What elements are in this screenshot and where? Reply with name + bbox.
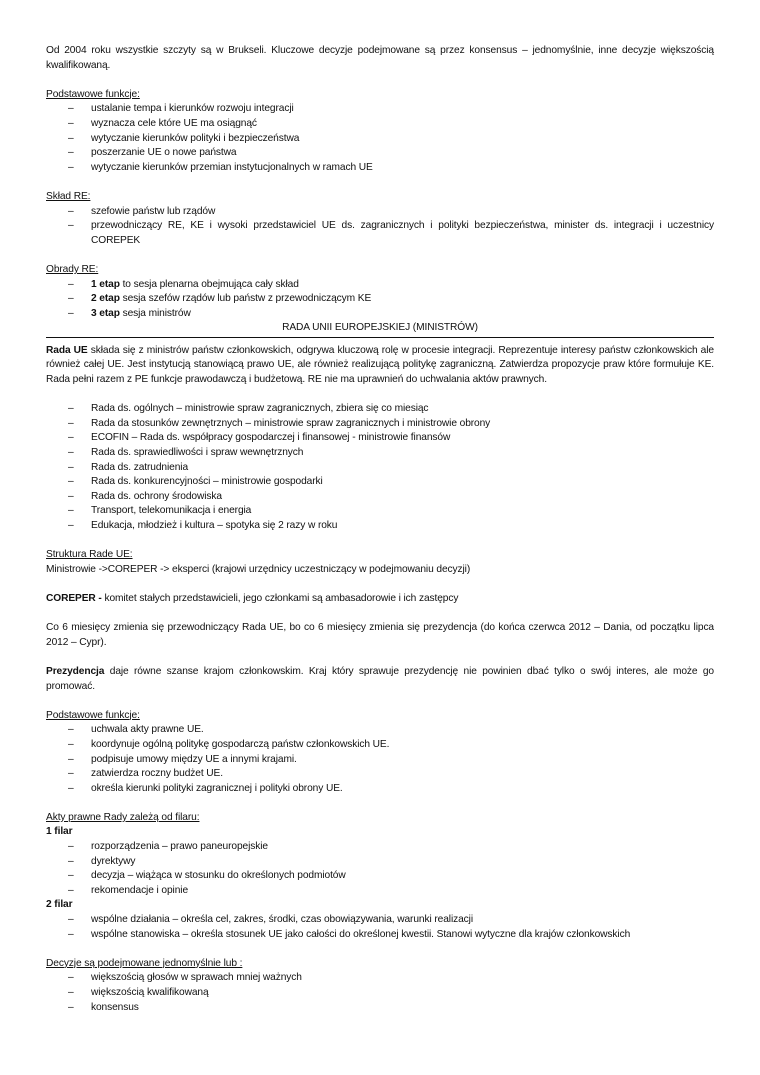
list-item: – większością głosów w sprawach mniej ważnych [46,971,714,986]
decisions-heading: Decyzje są podejmowane jednomyślnie lub : [46,957,243,969]
dash-bullet: – [68,293,74,305]
pillar-2-list [46,913,714,942]
dash-bullet: – [68,417,74,429]
list-item: – Edukacja, młodzież i kultura – spotyka się 2 razy w roku [46,519,714,534]
list-item: – Rada ds. ogólnych – ministrowie spraw zagranicznych, zbiera się co miesiąc [46,402,714,417]
list-item: – większością kwalifikowaną [46,986,714,1001]
presidency-paragraph: Prezydencja daje równe szanse krajom członkowskim. Kraj który sprawuje prezydencję nie powinien dbać tylko o swój interes, ale może go promować. [46,665,714,692]
dash-bullet: – [68,884,74,896]
list-item: – określa kierunki polityki zagranicznej i polityki obrony UE. [46,782,714,797]
council-functions-list [46,723,714,796]
dash-bullet: – [68,147,74,159]
dash-bullet: – [68,490,74,502]
dash-bullet: – [68,724,74,736]
pillar-2-label: 2 filar [46,899,73,911]
list-item: – Rada ds. zatrudnienia [46,461,714,476]
list-item: – Rada ds. ochrony środowiska [46,490,714,505]
list-item: – decyzja – wiążąca w stosunku do określonych podmiotów [46,869,714,884]
section-title: RADA UNII EUROPEJSKIEJ (MINISTRÓW) [46,321,714,338]
dash-bullet: – [68,117,74,129]
re-sessions-heading: Obrady RE: [46,263,99,275]
dash-bullet: – [68,987,74,998]
dash-bullet: – [68,403,74,415]
structure-text: Ministrowie ->COREPER -> eksperci (krajowi urzędnicy uczestniczący w podejmowaniu decyzji) [46,563,471,575]
re-functions-list [46,102,714,175]
dash-bullet: – [68,278,74,290]
list-item: – podpisuje umowy między UE a innymi krajami. [46,753,714,768]
dash-bullet: – [68,307,74,319]
dash-bullet: – [68,132,74,144]
list-item: – szefowie państw lub rządów [46,205,714,220]
presidency-change-paragraph: Co 6 miesięcy zmienia się przewodniczący Rada UE, bo co 6 miesięcy zmienia się prezydencja (do końca czerwca 2012 – Dania, od początku lipca 2012 – Cypr). [46,622,714,648]
dash-bullet: – [68,220,74,232]
list-item: – dyrektywy [46,855,714,870]
decisions-list [46,971,714,1015]
list-item: – ustalanie tempa i kierunków rozwoju integracji [46,102,714,117]
list-item: – rozporządzenia – prawo paneuropejskie [46,840,714,855]
dash-bullet: – [68,505,74,517]
dash-bullet: – [68,161,74,173]
coreper-paragraph: COREPER - komitet stałych przedstawicieli, jego członkami są ambasadorowie i ich zastępcy [46,592,459,604]
dash-bullet: – [68,738,74,750]
list-item: – Rada ds. sprawiedliwości i spraw wewnętrznych [46,446,714,461]
list-item: – rekomendacje i opinie [46,884,714,899]
dash-bullet: – [68,461,74,473]
council-functions-heading: Podstawowe funkcje: [46,709,140,721]
dash-bullet: – [68,476,74,488]
pillar-1-list [46,840,714,898]
dash-bullet: – [68,914,74,926]
list-item: – wytyczanie kierunków polityki i bezpieczeństwa [46,132,714,147]
dash-bullet: – [68,972,74,984]
dash-bullet: – [68,841,74,853]
council-intro-paragraph: Rada UE składa się z ministrów państw członkowskich, odgrywa kluczową rolę w procesie integracji. Reprezentuje interesy państw członkowskich ale również całej UE. Jest instytucją stanowiącą prawo UE, ale również realizującą politykę zagraniczną. Zatwierdza propozycje praw które formułuje KE. Rada pełni razem z PE funkcje prawodawczą i budżetową. RE nie ma uprawnień do uchwalania aktów prawnych. [46,344,714,386]
dash-bullet: – [68,205,74,217]
dash-bullet: – [68,768,74,780]
dash-bullet: – [68,870,74,882]
document-page [46,44,714,1015]
list-item: – 3 etap sesja ministrów [46,307,714,322]
list-item: – Rada ds. konkurencyjności – ministrowie gospodarki [46,475,714,490]
dash-bullet: – [68,520,74,531]
list-item: – 1 etap to sesja plenarna obejmująca cały skład [46,278,714,293]
legal-acts-heading: Akty prawne Rady zależą od filaru: [46,811,200,823]
list-item: – uchwala akty prawne UE. [46,723,714,738]
structure-heading: Struktura Rade UE: [46,549,133,561]
list-item: – 2 etap sesja szefów rządów lub państw z przewodniczącym KE [46,292,714,307]
dash-bullet: – [68,855,74,867]
pillar-1-label: 1 filar [46,826,73,838]
intro-paragraph: Od 2004 roku wszystkie szczyty są w Brukseli. Kluczowe decyzje podejmowane są przez konsensus – jednomyślnie, inne decyzje większością kwalifikowaną. [46,45,714,71]
list-item: – Rada da stosunków zewnętrznych – ministrowie spraw zagranicznych i ministrowie obrony [46,417,714,432]
re-composition-heading: Skład RE: [46,190,91,202]
list-item: – przewodniczący RE, KE i wysoki przedstawiciel UE ds. zagranicznych i polityki bezpieczeństwa, minister ds. integracji i uczestnicy COREPEK [68,220,714,246]
dash-bullet: – [68,782,74,794]
list-item: – wspólne działania – określa cel, zakres, środki, czas obowiązywania, warunki realizacji [46,913,714,928]
list-item: – ECOFIN – Rada ds. współpracy gospodarczej i finansowej - ministrowie finansów [46,431,714,446]
dash-bullet: – [68,103,74,115]
dash-bullet: – [68,1001,74,1013]
dash-bullet: – [68,447,74,459]
dash-bullet: – [68,753,74,765]
dash-bullet: – [68,928,74,940]
council-types-list [46,402,714,533]
list-item: – poszerzanie UE o nowe państwa [46,146,714,161]
list-item: – zatwierdza roczny budżet UE. [46,767,714,782]
list-item: – konsensus [46,1001,714,1016]
dash-bullet: – [68,432,74,444]
re-sessions-list [46,278,714,322]
list-item: – wytyczanie kierunków przemian instytucjonalnych w ramach UE [46,161,714,176]
list-item: – Transport, telekomunikacja i energia [46,504,714,519]
list-item: – koordynuje ogólną politykę gospodarczą państw członkowskich UE. [46,738,714,753]
list-item: – wspólne stanowiska – określa stosunek UE jako całości do określonej kwestii. Stanowi wytyczne dla krajów członkowskich [46,928,714,943]
list-item: – wyznacza cele które UE ma osiągnąć [46,117,714,132]
re-composition-list [46,205,714,249]
re-functions-heading: Podstawowe funkcje: [46,88,140,100]
